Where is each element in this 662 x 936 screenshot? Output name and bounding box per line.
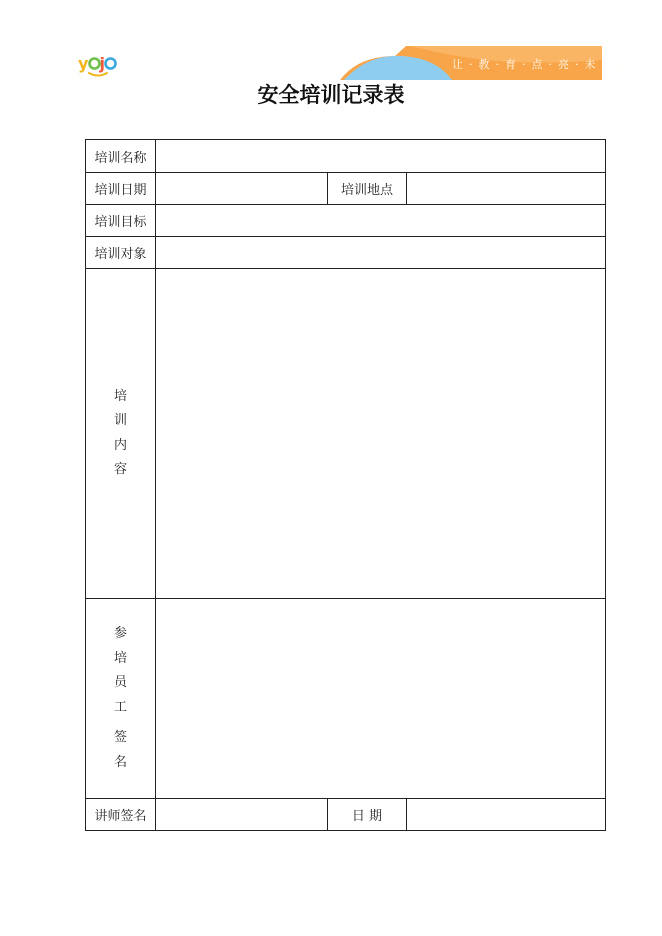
training-content-field[interactable] [156,269,606,599]
row-training-name [86,140,606,173]
training-name-field[interactable] [156,140,606,173]
attendee-signature-char: 名 [113,754,127,770]
training-audience-field[interactable] [156,237,606,269]
row-training-goal [86,205,606,237]
row-lecturer-signature-date [86,799,606,831]
attendee-signature-char: 签 [113,730,127,745]
training-content-char: 内 [113,437,127,453]
row-training-date-location [86,173,606,205]
training-audience-label: 培训对象 [86,237,156,269]
attendee-signature-char: 参 [113,626,127,641]
page-title: 安全培训记录表 [257,82,405,107]
lecturer-signature-field[interactable] [156,799,328,831]
row-training-content [86,269,606,599]
training-name-label: 培训名称 [86,140,156,173]
svg-text:j: j [99,54,105,73]
training-location-label: 培训地点 [328,173,407,205]
slogan-text: 让·教·育·点·亮·未·来 [452,58,628,71]
lecturer-signature-label: 讲师签名 [86,799,156,831]
training-content-char: 训 [113,413,127,428]
attendee-signature-char: 员 [113,675,127,690]
yojo-logo [78,50,118,78]
attendee-signature-field[interactable] [156,599,606,799]
attendee-signature-char: 培 [113,650,127,666]
row-attendee-signature [86,599,606,799]
row-training-audience [86,237,606,269]
training-content-char: 培 [113,388,127,404]
training-content-label [86,269,156,599]
date-label: 日 期 [328,799,407,831]
training-goal-field[interactable] [156,205,606,237]
attendee-signature-label [86,599,156,799]
training-date-field[interactable] [156,173,328,205]
svg-text:y: y [78,54,89,73]
training-record-form [85,139,606,831]
training-content-char: 容 [113,462,127,477]
training-location-field[interactable] [407,173,606,205]
attendee-signature-char: 工 [113,699,127,715]
training-goal-label: 培训目标 [86,205,156,237]
date-field[interactable] [407,799,606,831]
training-date-label: 培训日期 [86,173,156,205]
